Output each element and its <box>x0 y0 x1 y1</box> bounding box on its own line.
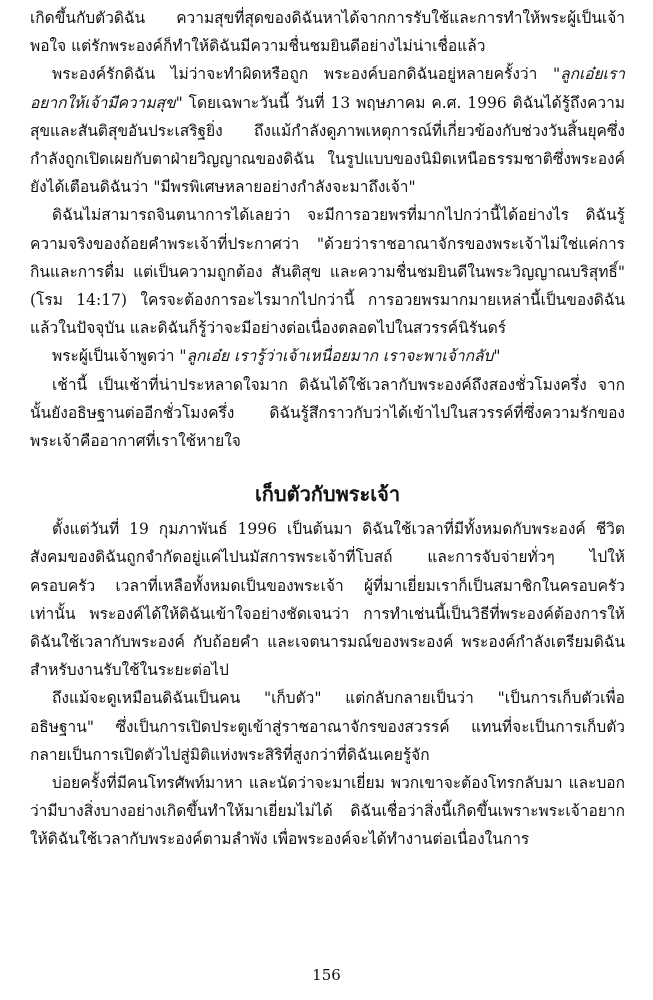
section-heading: เก็บตัวกับพระเจ้า <box>254 482 401 507</box>
page-number: 156 <box>312 966 341 984</box>
paragraph-6: ตั้งแต่วันที่ 19 กุมภาพันธ์ 1996 เป็นต้นมา ดิฉันใช้เวลาที่มีทั้งหมดกับพระองค์ ชีวิตสังคมของดิฉันถูกจำกัดอยู่แค่ไปนมัสการพระเจ้าที่โบสถ์ และการจับจ่ายทั่วๆ ไปให้ครอบครัว เวลาที่เหลือทั้งหมดเป็นของพระเจ้า ผู้ที่มาเยี่ยมเราก็เป็นสมาชิกในครอบครัวเท่านั้น พระองค์ได้ให้ดิฉันเข้าใจอย่างชัดเจนว่า การทำเช่นนี้เป็นวิธีที่พระองค์ต้องการให้ดิฉันใช้เวลากับพระองค์ กับถ้อยคำ และเจตนารมณ์ของพระองค์ พระองค์กำลังเตรียมดิฉันสำหรับงานรับใช้ในระยะต่อไป <box>30 520 625 680</box>
paragraph-4 <box>30 342 625 370</box>
paragraph-7: ถึงแม้จะดูเหมือนดิฉันเป็นคน "เก็บตัว" แต่กลับกลายเป็นว่า "เป็นการเก็บตัวเพื่ออธิษฐาน" ซึ่งเป็นการเปิดประตูเข้าสู่ราชอาณาจักรของสวรรค์ แทนที่จะเป็นการเก็บตัวกลายเป็นการเปิดตัวไปสู่มิติแห่งพระสิริที่สูงกว่าที่ดิฉันเคยรู้จัก <box>30 689 625 764</box>
paragraph-3: ดิฉันไม่สามารถจินตนาการได้เลยว่า จะมีการอวยพรที่มากไปกว่านี้ได้อย่างไร ดิฉันรู้ความจริงของถ้อยคำพระเจ้าที่ประกาศว่า "ด้วยว่าราชอาณาจักรของพระเจ้าไม่ใช่แค่การกินและการดื่ม แต่เป็นความถูกต้อง สันติสุข และความชื่นชมยินดีในพระวิญญาณบริสุทธิ์" (โรม 14:17) ใครจะต้องการอะไรมากไปกว่านี้ การอวยพรมากมายเหล่านี้เป็นของดิฉันแล้วในปัจจุบัน และดิฉันก็รู้ว่าจะมีอย่างต่อเนื่องตลอดไปในสวรรค์นิรันดร์ <box>30 206 625 338</box>
paragraph-2-quote: "ลูกเอ๋ยเราอยากให้เจ้ามีความสุข" <box>30 65 625 112</box>
paragraph-4-quote: "ลูกเอ๋ย เรารู้ว่าเจ้าเหนื่อยมาก เราจะพาเจ้ากลับ" <box>179 347 501 366</box>
paragraph-2 <box>30 60 625 201</box>
paragraph-8: บ่อยครั้งที่มีคนโทรศัพท์มาหา และนัดว่าจะมาเยี่ยม พวกเขาจะต้องโทรกลับมา และบอกว่ามีบางสิ่งบางอย่างเกิดขึ้นทำให้มาเยี่ยมไม่ได้ ดิฉันเชื่อว่าสิ่งนี้เกิดขึ้นเพราะพระเจ้าอยากให้ดิฉันใช้เวลากับพระองค์ตามลำพัง เพื่อพระองค์จะได้ทำงานต่อเนื่องในการ <box>30 774 625 849</box>
paragraph-1: เกิดขึ้นกับตัวดิฉัน ความสุขที่สุดของดิฉันหาได้จากการรับใช้และการทำให้พระผู้เป็นเจ้าพอใจ แต่รักพระองค์ก็ทำให้ดิฉันมีความชื่นชมยินดีอย่างไม่น่าเชื่อแล้ว <box>30 9 625 56</box>
paragraph-2-text-c: โดยเฉพาะวันนี้ วันที่ 13 พฤษภาคม ค.ศ. 1996 ดิฉันได้รู้ถึงความสุขและสันติสุขอันประเสริฐยิ่ง ถึงแม้กำลังดูภาพเหตุการณ์ที่เกี่ยวข้องกับช่วงวันสิ้นยุคซึ่งกำลังถูกเปิดเผยกับตาฝ่ายวิญญาณของดิฉัน ในรูปแบบของนิมิตเหนือธรรมชาติซึ่งพระองค์ยังได้เตือนดิฉันว่า "มีพรพิเศษหลายอย่างกำลังจะมาถึงเจ้า" <box>30 93 625 197</box>
paragraph-4-text-a: พระผู้เป็นเจ้าพูดว่า <box>52 347 180 366</box>
paragraph-5: เช้านี้ เป็นเช้าที่น่าประหลาดใจมาก ดิฉันได้ใช้เวลากับพระองค์ถึงสองชั่วโมงครึ่ง จากนั้นยังอธิษฐานต่ออีกชั่วโมงครึ่ง ดิฉันรู้สึกราวกับว่าได้เข้าไปในสวรรค์ที่ซึ่งความรักของพระเจ้าคืออากาศที่เราใช้หายใจ <box>30 375 625 451</box>
paragraph-2-text-a: พระองค์รักดิฉัน ไม่ว่าจะทำผิดหรือถูก พระองค์บอกดิฉันอยู่หลายครั้งว่า <box>52 65 553 84</box>
